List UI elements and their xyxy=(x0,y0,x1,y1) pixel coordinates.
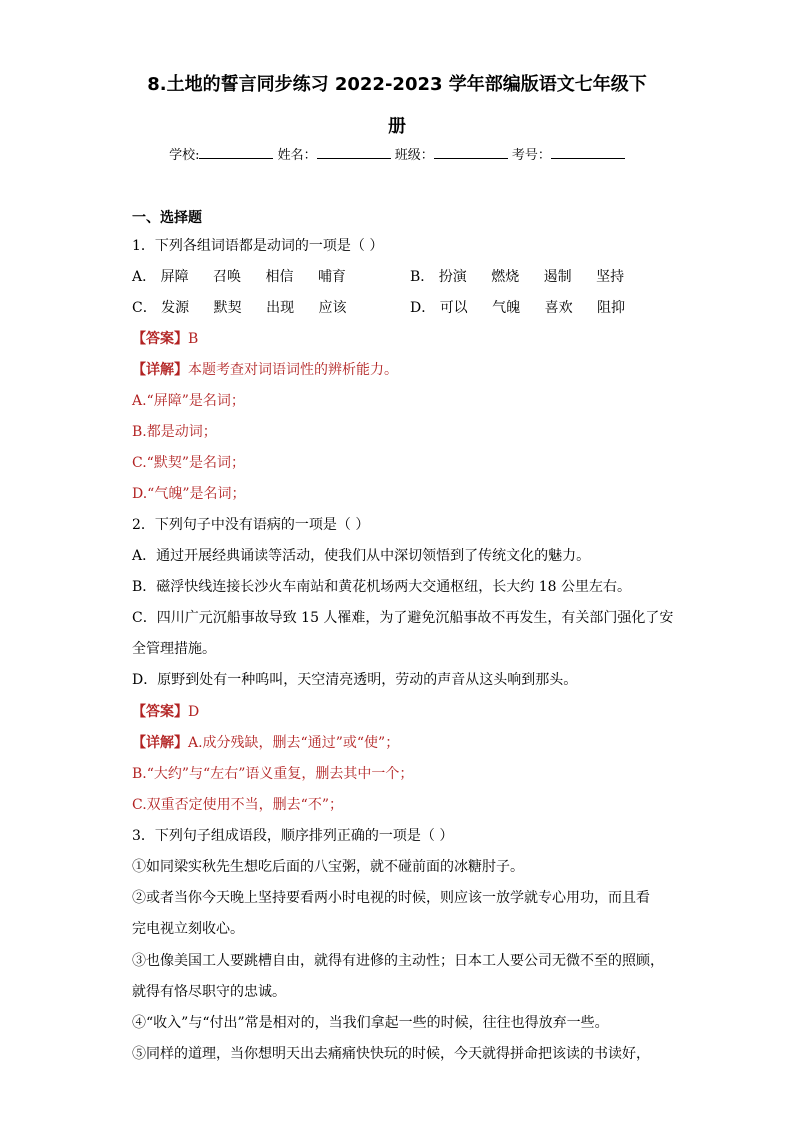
exam-no-label: 考号： xyxy=(511,148,551,163)
q2-option-c: C．四川广元沉船事故导致 15 人罹难，为了避免沉船事故不再发生，有关部门强化了安 xyxy=(132,610,674,626)
student-info-row xyxy=(0,144,794,163)
q2-option-c-continued: 全管理措施。 xyxy=(132,641,216,657)
q1-note-c: C.“默契”是名词； xyxy=(132,455,245,471)
q2-detail: 【详解】A.成分残缺，删去“通过”或“使”； xyxy=(132,735,400,751)
q1-option-a: A． 屏障 召唤 相信 哺育 xyxy=(132,269,346,285)
school-label: 学校: xyxy=(169,148,200,163)
q2-stem: 2．下列句子中没有语病的一项是（ ） xyxy=(132,517,370,533)
class-blank[interactable] xyxy=(434,146,508,159)
exam-no-blank[interactable] xyxy=(551,146,625,159)
page-title-continued: 册 xyxy=(388,116,406,137)
q3-sentence-5: ⑤同样的道理，当你想明天出去痛痛快快玩的时候，今天就得拼命把该读的书读好， xyxy=(132,1046,650,1062)
q2-answer: 【答案】D xyxy=(132,704,200,720)
section-heading: 一、选择题 xyxy=(132,210,202,226)
q3-sentence-3: ③也像美国工人要跳槽自由，就得有进修的主动性；日本工人要公司无微不至的照顾， xyxy=(132,953,664,969)
q1-option-d: D． 可以 气魄 喜欢 阻抑 xyxy=(410,300,626,316)
q3-sentence-2-continued: 完电视立刻收心。 xyxy=(132,921,244,937)
name-label: 姓名： xyxy=(277,148,317,163)
q1-option-b: B． 扮演 燃烧 遏制 坚持 xyxy=(410,269,625,285)
q3-sentence-2: ②或者当你今天晚上坚持要看两小时电视的时候，则应该一放学就专心用功，而且看 xyxy=(132,890,650,906)
q1-option-c: C． 发源 默契 出现 应该 xyxy=(132,300,347,316)
name-blank[interactable] xyxy=(317,146,391,159)
q3-stem: 3．下列句子组成语段，顺序排列正确的一项是（ ） xyxy=(132,828,454,844)
page-title: 8.土地的誓言同步练习 2022-2023 学年部编版语文七年级下 xyxy=(147,74,647,95)
q3-sentence-1: ①如同梁实秋先生想吃后面的八宝粥，就不碰前面的冰糖肘子。 xyxy=(132,859,524,875)
q3-sentence-4: ④“收入”与“付出”常是相对的，当我们拿起一些的时候，往往也得放弃一些。 xyxy=(132,1015,609,1031)
class-label: 班级： xyxy=(394,148,434,163)
q1-note-d: D.“气魄”是名词； xyxy=(132,486,246,502)
q1-detail: 【详解】本题考查对词语词性的辨析能力。 xyxy=(132,362,398,378)
q1-note-b: B.都是动词； xyxy=(132,424,217,440)
q2-option-d: D．原野到处有一种呜叫，天空清亮透明，劳动的声音从这头响到那头。 xyxy=(132,672,578,688)
q3-sentence-3-continued: 就得有恪尽职守的忠诚。 xyxy=(132,984,286,1000)
q2-option-b: B．磁浮快线连接长沙火车南站和黄花机场两大交通枢纽，长大约 18 公里左右。 xyxy=(132,579,632,595)
q1-answer: 【答案】B xyxy=(132,331,199,347)
q1-note-a: A.“屏障”是名词； xyxy=(132,393,245,409)
q2-option-a: A．通过开展经典诵读等活动，使我们从中深切领悟到了传统文化的魅力。 xyxy=(132,548,591,564)
q2-note-c: C.双重否定使用不当，删去“不”； xyxy=(132,797,343,813)
q2-note-b: B.“大约”与“左右”语义重复，删去其中一个； xyxy=(132,766,414,782)
school-blank[interactable] xyxy=(199,146,273,159)
q1-stem: 1．下列各组词语都是动词的一项是（ ） xyxy=(132,238,384,254)
